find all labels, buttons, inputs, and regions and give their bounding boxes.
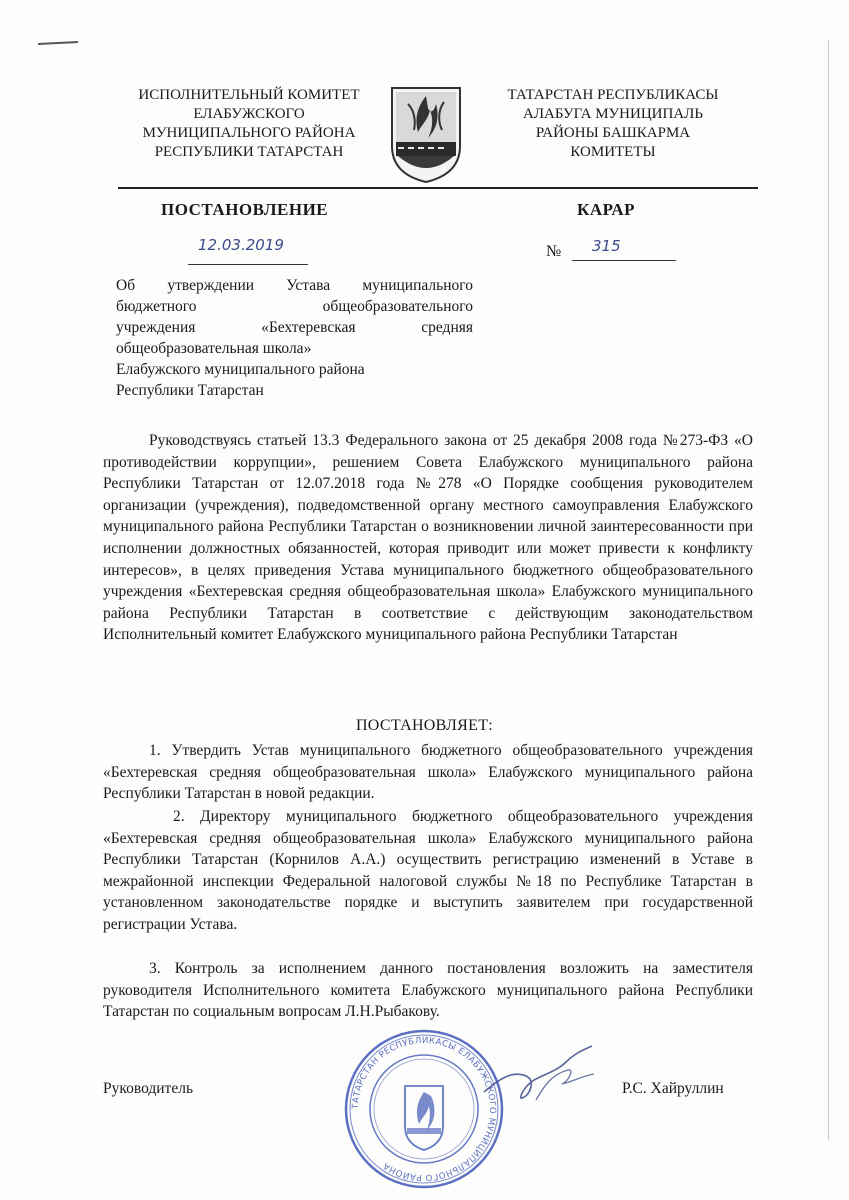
item-1-paragraph: 1. Утвердить Устав муниципального бюджетного общеобразовательного учреждения «Бехтеревская средняя общеобразовательная школа» Елабужского муниципального района Республики Татарстан в новой редакции.	[103, 742, 753, 803]
subject-line: общеобразовательная школа»	[116, 340, 312, 357]
handwritten-date: 12.03.2019	[198, 236, 284, 254]
preamble-paragraph: Руководствуясь статьей 13.3 Федерального закона от 25 декабря 2008 года №273-ФЗ «О противодействии коррупции», решением Совета Елабужского муниципального района Республики Татарстан от 12.07.2018 года №278 «О Порядке сообщения руководителем организации (учреждения), подведомственной органу местного самоуправления Елабужского муниципального района Республики Татарстан о возникновении личной заинтересованности при исполнении должностных обязанностей, которая приводит или может привести к конфликту интересов», в целях приведения Устава муниципального бюджетного общеобразовательного учреждения «Бехтеревская средняя общеобразовательная школа» Елабужского муниципального района Республики Татарстан в соответствие с действующим законодательством Исполнительный комитет Елабужского муниципального района Республики Татарстан	[103, 432, 753, 644]
number-label: №	[546, 243, 562, 260]
item-3-paragraph: 3. Контроль за исполнением данного постановления возложить на заместителя руководителя Исполнительного комитета Елабужского муниципального района Республики Татарстан по социальным вопросам Л.Н.Рыбакову.	[103, 960, 753, 1021]
header-left-line: ИСПОЛНИТЕЛЬНЫЙ КОМИТЕТ	[138, 87, 360, 103]
header-right-line: ТАТАРСТАН РЕСПУБЛИКАСЫ	[507, 87, 719, 103]
scan-page-edge	[828, 40, 829, 1140]
subject-line: Об утверждении Устава муниципального	[116, 277, 473, 294]
signatory-position: Руководитель	[103, 1080, 194, 1097]
subject-line: бюджетного общеобразовательного	[116, 298, 473, 315]
header-left-line: ЕЛАБУЖСКОГО	[193, 106, 305, 122]
doc-type-karar: КАРАР	[577, 200, 635, 219]
doc-type-postanovlenie: ПОСТАНОВЛЕНИЕ	[161, 200, 329, 219]
header-left-org	[118, 86, 380, 162]
resolve-heading: ПОСТАНОВЛЯЕТ:	[355, 717, 494, 734]
subject-line: учреждения «Бехтеревская средняя	[116, 319, 473, 336]
header-left-line: МУНИЦИПАЛЬНОГО РАЙОНА	[142, 125, 356, 141]
header-right-line: АЛАБУГА МУНИЦИПАЛЬ	[523, 106, 703, 122]
header-left-line: РЕСПУБЛИКИ ТАТАРСТАН	[154, 144, 344, 160]
item-2-paragraph: 2. Директору муниципального бюджетного общеобразовательного учреждения «Бехтеревская средняя общеобразовательная школа» Елабужского муниципального района Республики Татарстан (Корнилов А.А.) осуществить регистрацию изменений в Уставе в межрайонной инспекции Федеральной налоговой службы №18 по Республике Татарстан в установленном законодательстве порядке и выступить заявителем при государственной регистрации Устава.	[103, 808, 753, 933]
subject-line: Республики Татарстан	[116, 382, 264, 399]
handwritten-signature	[478, 1040, 598, 1110]
header-right-line: РАЙОНЫ БАШКАРМА	[535, 125, 691, 141]
signatory-name: Р.С. Хайруллин	[622, 1080, 724, 1097]
header-right-line: КОМИТЕТЫ	[570, 144, 656, 160]
header-right-org	[488, 86, 738, 162]
header-divider	[118, 187, 758, 189]
handwritten-number: 315	[592, 237, 621, 255]
coat-of-arms-icon	[388, 84, 464, 184]
scan-artifact-mark	[38, 41, 78, 45]
svg-text:ТАТАРСТАН РЕСПУБЛИКАСЫ ЕЛАБУЖС: ТАТАРСТАН РЕСПУБЛИКАСЫ ЕЛАБУЖСКОГО МУНИЦИПАЛЬНОГО РАЙОНА	[350, 1035, 498, 1183]
number-field-line	[572, 260, 676, 261]
document-subject	[116, 275, 473, 401]
subject-line: Елабужского муниципального района	[116, 361, 365, 378]
